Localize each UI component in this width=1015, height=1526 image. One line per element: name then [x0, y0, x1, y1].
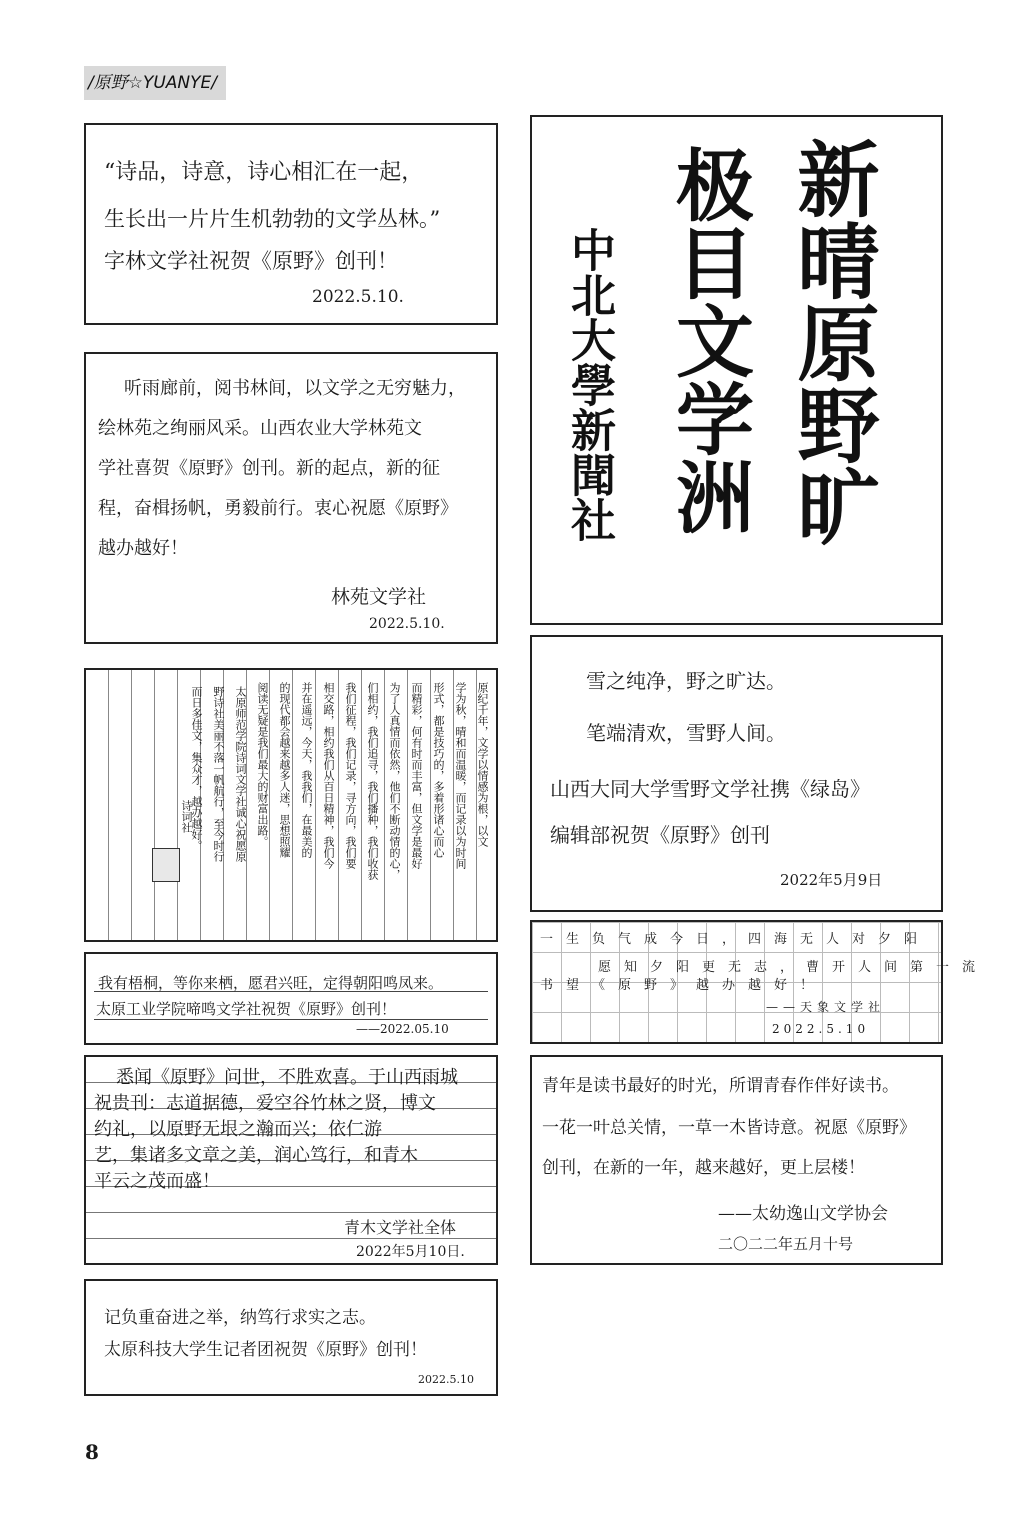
- greeting-line: “诗品，诗意，诗心相汇在一起，: [104, 160, 424, 185]
- greeting-line: 我有梧桐，等你来栖，愿君兴旺，定得朝阳鸣凤来。: [98, 974, 444, 992]
- page-number: 8: [85, 1440, 99, 1464]
- calligraphy-card-zhongbei: [530, 115, 943, 625]
- letter-column: 野诗社美丽不落一帆航行，至今时行: [212, 686, 225, 862]
- seal-stamp: [152, 848, 180, 882]
- greeting-line: 愿知夕阳更无志，曹开人间第一流: [598, 960, 989, 975]
- greeting-line: 越办越好！: [98, 538, 188, 559]
- greeting-card-zilin: [84, 123, 498, 325]
- letter-column: 的现代都会越来越多人迷，思想照耀: [278, 682, 291, 858]
- greeting-line: 一花一叶总关情，一草一木皆诗意。祝愿《原野》: [542, 1118, 916, 1138]
- greeting-date: 2022.5.10.: [312, 287, 404, 307]
- greeting-line: 听雨廊前，阅书林间，以文学之无穷魅力，: [124, 378, 466, 399]
- greeting-card-tianxiang: [530, 920, 989, 1044]
- letter-column: 为了人真情而依然，他们不断动情的心，: [388, 682, 401, 880]
- greeting-card-reporters: [84, 1279, 498, 1396]
- greeting-line: 艺，集诸多文章之美，润心笃行，和青木: [94, 1145, 418, 1166]
- greeting-line: 雪之纯净，野之旷达。: [586, 669, 786, 693]
- greeting-card-timing: [84, 952, 498, 1045]
- greeting-line: 山西大同大学雪野文学社携《绿岛》: [550, 777, 870, 801]
- greeting-line: 太原科技大学生记者团祝贺《原野》创刊！: [104, 1340, 427, 1360]
- greeting-line: 约礼，以原野无垠之瀚而兴；依仁游: [94, 1119, 382, 1140]
- greeting-card-shici: [84, 668, 498, 942]
- greeting-line: 一生负气成今日，四海无人对夕阳: [540, 932, 931, 947]
- greeting-line: 编辑部祝贺《原野》创刊: [550, 823, 770, 847]
- calligraphy-signature: 中北大學新聞社: [563, 227, 616, 542]
- calligraphy-column: 新晴原野旷: [784, 137, 880, 547]
- letter-column: 形式，都是技巧的，多着形诸心而心: [432, 682, 445, 858]
- greeting-line: 生长出一片片生机勃勃的文学丛林。”: [104, 207, 441, 231]
- greeting-line: 创刊，在新的一年，越来越好，更上层楼！: [542, 1158, 865, 1178]
- greeting-card-xueye: [530, 635, 943, 912]
- seal-text: 诗词社: [180, 800, 193, 833]
- letter-column: 阅读无疑是我们最大的财富出路。: [256, 682, 269, 847]
- greeting-date: 2022.5.10: [418, 1373, 474, 1386]
- letter-column: 学为秋，晴和而温暖，而记录以为时间: [454, 682, 467, 869]
- letter-column: 相交路，相约我们从百日精神，我们今: [322, 682, 335, 869]
- greeting-line: 太原工业学院啼鸣文学社祝贺《原野》创刊！: [96, 1000, 397, 1018]
- greeting-line: 祝贵刊：志道据德，爱空谷竹林之贤，博文: [94, 1093, 436, 1114]
- letter-column: 太原师范学院诗词文学社诚心祝愿原: [234, 686, 247, 862]
- greeting-line: 学社喜贺《原野》创刊。新的起点，新的征: [98, 458, 440, 479]
- greeting-date: 2022年5月9日: [780, 871, 883, 889]
- page-header-tag: /原野☆YUANYE/: [84, 66, 226, 100]
- greeting-line: 书望《原野》越办越好！: [540, 978, 827, 993]
- greeting-signature: 林苑文学社: [331, 586, 427, 608]
- greeting-signature: ——太幼逸山文学协会: [718, 1204, 888, 1224]
- greeting-line: 平云之茂而盛！: [94, 1171, 220, 1192]
- greeting-date: 二〇二二年五月十号: [718, 1235, 854, 1253]
- greeting-signature: 青木文学社全体: [344, 1215, 456, 1238]
- greeting-line: 笔端清欢，雪野人间。: [586, 721, 786, 745]
- calligraphy-column: 极目文学洲: [663, 145, 754, 535]
- greeting-line: 记负重奋进之举，纳笃行求实之志。: [104, 1308, 376, 1328]
- letter-column: 原纪千年，文学以情感为根，以文: [476, 682, 489, 847]
- greeting-line: 青年是读书最好的时光，所谓青春作伴好读书。: [542, 1076, 899, 1096]
- greeting-signature: ——天象文学社: [766, 1000, 886, 1014]
- letter-column: 并在遥远，今天，我我们，在最美的: [300, 682, 313, 858]
- letter-column: 而精彩，何有时而丰富，但文学是最好: [410, 682, 423, 869]
- greeting-line: 绘林苑之绚丽风采。山西农业大学林苑文: [98, 418, 422, 439]
- letter-column: 们相约，我们追寻，我们播种，我们收获: [366, 682, 379, 880]
- greeting-card-linyuan: [84, 352, 498, 644]
- greeting-date: ——2022.05.10: [356, 1022, 449, 1036]
- greeting-card-taiyou: [530, 1055, 943, 1265]
- greeting-card-qingmu: [84, 1055, 498, 1265]
- letter-column: 我们征程，我们记录，寻方向，我们要: [344, 682, 357, 869]
- letter-column: 而日多佳文，集众才，越办越好。: [190, 686, 203, 851]
- greeting-line: 字林文学社祝贺《原野》创刊！: [104, 249, 398, 273]
- greeting-date: 2022年5月10日.: [356, 1241, 465, 1261]
- greeting-line: 程，奋楫扬帆，勇毅前行。衷心祝愿《原野》: [98, 498, 458, 519]
- greeting-date: 2022.5.10: [772, 1022, 870, 1036]
- greeting-date: 2022.5.10.: [369, 616, 445, 632]
- greeting-line: 悉闻《原野》问世，不胜欢喜。于山西雨城: [116, 1067, 458, 1088]
